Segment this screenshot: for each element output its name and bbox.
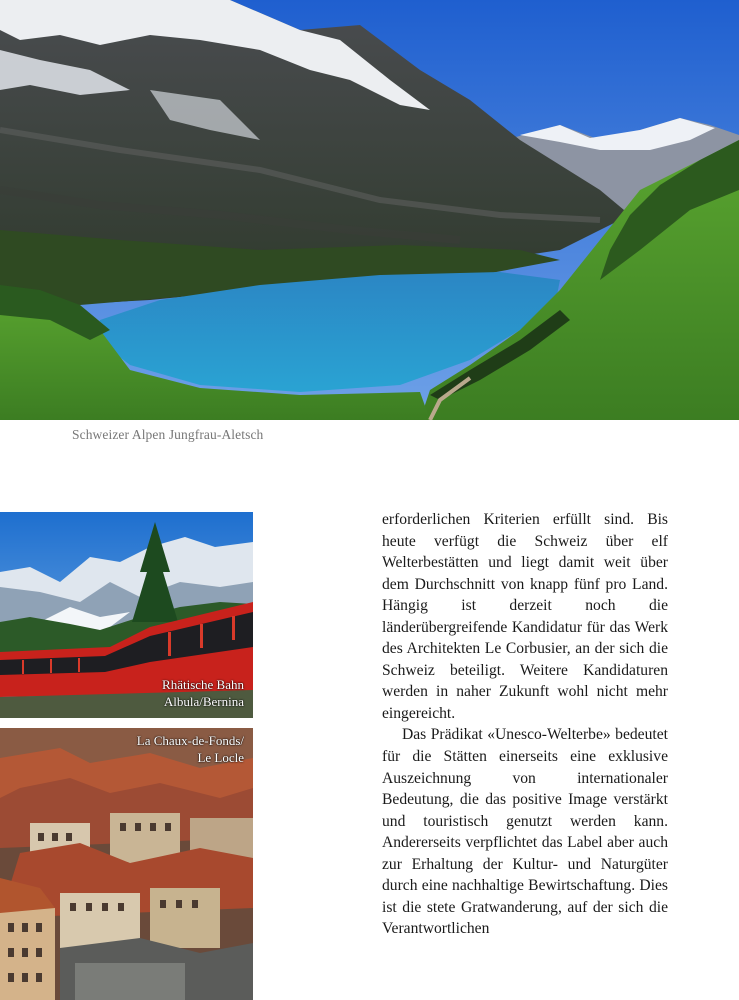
city-photo-label xyxy=(137,732,244,766)
hero-photo-caption: Schweizer Alpen Jungfrau-Aletsch xyxy=(72,427,264,442)
city-label-line2: Le Locle xyxy=(197,750,244,765)
article-paragraph-1: erforderlichen Kriterien erfüllt sind. Bis heute verfügt die Schweiz über elf Welterbestätten und liegt damit weit über dem Durchschnitt von knapp fünf pro Land. Hängig ist derzeit noch die länderübergreifende Kandidatur für das Werk des Architekten Le Corbusier, an der sich die Schweiz beteiligt. Weitere Kandidaturen werden in naher Zukunft wohl nicht mehr eingereicht. xyxy=(382,511,668,722)
train-photo-label xyxy=(162,676,244,710)
article-body-text xyxy=(382,509,668,940)
train-label-line1: Rhätische Bahn xyxy=(162,677,244,692)
article-paragraph-2: Das Prädikat «Unesco-Welterbe» bedeutet für die Stätten einerseits eine exklusive Auszeichnung von internationaler Bedeutung, die das positive Image verstärkt und touristisch genutzt werden kann. Andererseits verpflichtet das Label aber auch zur Erhaltung der Kultur- und Naturgüter durch eine nachhaltige Bewirtschaftung. Dies ist die stete Gratwanderung, auf der sich die Verantwortlichen xyxy=(382,726,668,938)
hero-photo-alpine-lake xyxy=(0,0,739,420)
city-photo xyxy=(0,728,253,1000)
train-label-line2: Albula/Bernina xyxy=(163,694,244,709)
train-photo xyxy=(0,512,253,718)
city-label-line1: La Chaux-de-Fonds/ xyxy=(136,733,244,748)
